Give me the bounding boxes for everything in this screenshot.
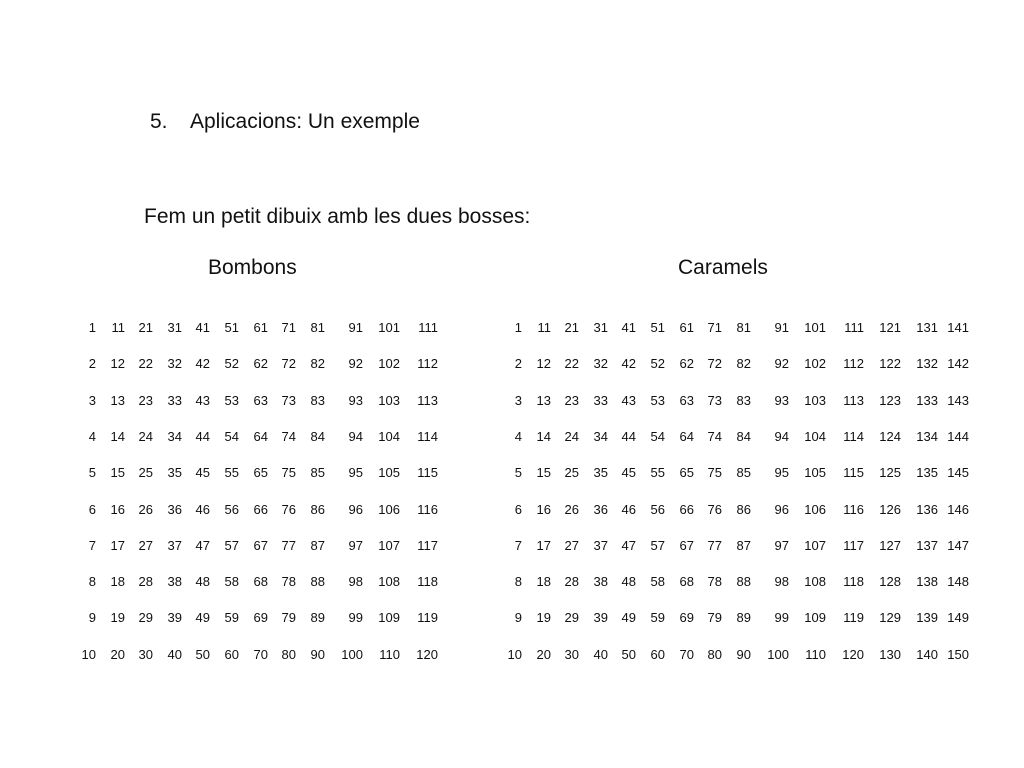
number-cell: 116 <box>417 501 438 517</box>
number-cell: 60 <box>224 646 239 662</box>
number-cell: 53 <box>224 392 239 408</box>
number-cell: 17 <box>536 537 551 553</box>
number-cell: 70 <box>253 646 268 662</box>
number-cell: 34 <box>593 428 608 444</box>
number-cell: 22 <box>564 356 579 372</box>
number-cell: 109 <box>804 610 826 626</box>
number-cell: 37 <box>167 537 182 553</box>
number-cell: 140 <box>916 646 938 662</box>
number-cell: 102 <box>804 356 826 372</box>
number-cell: 37 <box>593 537 608 553</box>
number-cell: 48 <box>621 574 636 590</box>
number-cell: 138 <box>916 574 938 590</box>
number-cell: 87 <box>736 537 751 553</box>
number-cell: 28 <box>138 574 153 590</box>
number-cell: 86 <box>310 501 325 517</box>
number-cell: 4 <box>88 428 96 444</box>
number-cell: 42 <box>195 356 210 372</box>
number-cell: 81 <box>736 320 751 335</box>
number-cell: 58 <box>224 574 239 590</box>
number-cell: 50 <box>621 646 636 662</box>
number-cell: 13 <box>536 392 551 408</box>
heading-number: 5. <box>150 110 168 133</box>
number-cell: 104 <box>804 428 826 444</box>
number-cell: 71 <box>707 320 722 335</box>
number-cell: 26 <box>564 501 579 517</box>
number-cell: 105 <box>378 465 400 481</box>
number-cell: 117 <box>417 537 438 553</box>
number-cell: 115 <box>843 465 864 481</box>
intro-text: Fem un petit dibuix amb les dues bosses: <box>144 205 531 228</box>
number-cell: 80 <box>707 646 722 662</box>
number-cell: 82 <box>736 356 751 372</box>
number-cell: 5 <box>514 465 522 481</box>
number-cell: 79 <box>281 610 296 626</box>
number-cell: 88 <box>310 574 325 590</box>
number-cell: 94 <box>774 428 789 444</box>
number-cell: 62 <box>253 356 268 372</box>
number-cell: 97 <box>348 537 363 553</box>
number-cell: 73 <box>707 392 722 408</box>
number-cell: 43 <box>621 392 636 408</box>
number-cell: 89 <box>310 610 325 626</box>
heading-title: Aplicacions: Un exemple <box>190 110 420 133</box>
number-cell: 90 <box>736 646 751 662</box>
number-cell: 135 <box>916 465 938 481</box>
number-cell: 41 <box>195 320 210 335</box>
number-cell: 130 <box>879 646 901 662</box>
number-cell: 65 <box>679 465 694 481</box>
number-cell: 102 <box>378 356 400 372</box>
number-cell: 108 <box>378 574 400 590</box>
number-cell: 81 <box>310 320 325 335</box>
number-cell: 103 <box>804 392 826 408</box>
number-cell: 23 <box>138 392 153 408</box>
number-cell: 42 <box>621 356 636 372</box>
number-cell: 148 <box>947 574 969 590</box>
number-cell: 73 <box>281 392 296 408</box>
number-cell: 136 <box>916 501 938 517</box>
number-cell: 112 <box>843 356 864 372</box>
number-cell: 107 <box>378 537 400 553</box>
number-cell: 100 <box>767 646 789 662</box>
number-cell: 32 <box>167 356 182 372</box>
number-cell: 111 <box>844 320 864 335</box>
number-cell: 47 <box>621 537 636 553</box>
number-cell: 128 <box>879 574 901 590</box>
number-cell: 26 <box>138 501 153 517</box>
number-cell: 100 <box>341 646 363 662</box>
number-cell: 123 <box>879 392 901 408</box>
number-cell: 129 <box>879 610 901 626</box>
number-cell: 122 <box>879 356 901 372</box>
number-cell: 76 <box>281 501 296 517</box>
number-cell: 78 <box>281 574 296 590</box>
number-cell: 39 <box>593 610 608 626</box>
number-cell: 8 <box>514 574 522 590</box>
number-cell: 72 <box>707 356 722 372</box>
number-cell: 56 <box>224 501 239 517</box>
number-cell: 61 <box>253 320 268 335</box>
number-cell: 78 <box>707 574 722 590</box>
number-cell: 12 <box>110 356 125 372</box>
number-cell: 29 <box>138 610 153 626</box>
number-cell: 61 <box>679 320 694 335</box>
number-cell: 149 <box>947 610 969 626</box>
number-cell: 99 <box>348 610 363 626</box>
number-cell: 10 <box>507 646 522 662</box>
number-cell: 48 <box>195 574 210 590</box>
number-cell: 113 <box>843 392 864 408</box>
number-cell: 46 <box>195 501 210 517</box>
number-cell: 95 <box>774 465 789 481</box>
number-cell: 115 <box>417 465 438 481</box>
number-cell: 83 <box>736 392 751 408</box>
number-cell: 45 <box>621 465 636 481</box>
number-cell: 52 <box>650 356 665 372</box>
number-cell: 11 <box>537 320 551 335</box>
number-cell: 88 <box>736 574 751 590</box>
number-cell: 144 <box>947 428 969 444</box>
number-cell: 94 <box>348 428 363 444</box>
number-cell: 65 <box>253 465 268 481</box>
number-cell: 2 <box>88 356 96 372</box>
number-cell: 41 <box>621 320 636 335</box>
number-cell: 110 <box>805 646 826 662</box>
number-cell: 25 <box>564 465 579 481</box>
number-cell: 67 <box>679 537 694 553</box>
number-cell: 84 <box>310 428 325 444</box>
number-cell: 96 <box>348 501 363 517</box>
number-cell: 121 <box>879 320 901 335</box>
number-cell: 131 <box>916 320 938 335</box>
number-cell: 5 <box>88 465 96 481</box>
number-cell: 69 <box>679 610 694 626</box>
number-cell: 119 <box>843 610 864 626</box>
number-cell: 3 <box>88 392 96 408</box>
number-cell: 79 <box>707 610 722 626</box>
number-cell: 49 <box>621 610 636 626</box>
number-cell: 82 <box>310 356 325 372</box>
number-cell: 24 <box>138 428 153 444</box>
number-cell: 67 <box>253 537 268 553</box>
number-cell: 27 <box>138 537 153 553</box>
number-cell: 18 <box>110 574 125 590</box>
number-cell: 55 <box>650 465 665 481</box>
number-cell: 2 <box>514 356 522 372</box>
number-cell: 117 <box>843 537 864 553</box>
number-cell: 147 <box>947 537 969 553</box>
number-cell: 126 <box>879 501 901 517</box>
number-cell: 22 <box>138 356 153 372</box>
number-cell: 12 <box>536 356 551 372</box>
number-cell: 13 <box>110 392 125 408</box>
number-cell: 77 <box>281 537 296 553</box>
number-cell: 53 <box>650 392 665 408</box>
number-cell: 76 <box>707 501 722 517</box>
number-cell: 101 <box>378 320 400 335</box>
number-cell: 30 <box>138 646 153 662</box>
number-cell: 145 <box>947 465 969 481</box>
number-cell: 112 <box>417 356 438 372</box>
number-cell: 14 <box>536 428 551 444</box>
number-cell: 68 <box>679 574 694 590</box>
number-cell: 92 <box>348 356 363 372</box>
number-cell: 105 <box>804 465 826 481</box>
number-cell: 64 <box>679 428 694 444</box>
number-cell: 35 <box>593 465 608 481</box>
number-cell: 97 <box>774 537 789 553</box>
number-cell: 10 <box>81 646 96 662</box>
caramels-label: Caramels <box>678 256 768 279</box>
number-cell: 17 <box>110 537 125 553</box>
number-cell: 66 <box>253 501 268 517</box>
number-cell: 6 <box>514 501 522 517</box>
number-cell: 124 <box>879 428 901 444</box>
number-cell: 1 <box>514 320 522 335</box>
number-cell: 34 <box>167 428 182 444</box>
number-cell: 91 <box>348 320 363 335</box>
number-cell: 18 <box>536 574 551 590</box>
number-cell: 75 <box>707 465 722 481</box>
number-cell: 92 <box>774 356 789 372</box>
number-cell: 57 <box>650 537 665 553</box>
number-cell: 87 <box>310 537 325 553</box>
number-cell: 110 <box>379 646 400 662</box>
number-cell: 20 <box>110 646 125 662</box>
number-cell: 38 <box>167 574 182 590</box>
number-cell: 32 <box>593 356 608 372</box>
number-cell: 69 <box>253 610 268 626</box>
number-cell: 9 <box>88 610 96 626</box>
number-cell: 40 <box>167 646 182 662</box>
number-cell: 19 <box>536 610 551 626</box>
number-cell: 46 <box>621 501 636 517</box>
number-cell: 85 <box>736 465 751 481</box>
number-cell: 74 <box>281 428 296 444</box>
number-cell: 68 <box>253 574 268 590</box>
number-cell: 19 <box>110 610 125 626</box>
number-cell: 109 <box>378 610 400 626</box>
number-cell: 1 <box>88 320 96 335</box>
number-cell: 30 <box>564 646 579 662</box>
number-cell: 111 <box>418 320 438 335</box>
number-cell: 139 <box>916 610 938 626</box>
number-cell: 23 <box>564 392 579 408</box>
number-cell: 50 <box>195 646 210 662</box>
number-cell: 33 <box>593 392 608 408</box>
number-cell: 98 <box>348 574 363 590</box>
number-cell: 49 <box>195 610 210 626</box>
number-cell: 44 <box>621 428 636 444</box>
number-cell: 95 <box>348 465 363 481</box>
number-cell: 106 <box>378 501 400 517</box>
number-cell: 114 <box>417 428 438 444</box>
number-cell: 71 <box>281 320 296 335</box>
number-cell: 113 <box>417 392 438 408</box>
number-cell: 107 <box>804 537 826 553</box>
number-cell: 20 <box>536 646 551 662</box>
number-cell: 31 <box>593 320 608 335</box>
number-cell: 58 <box>650 574 665 590</box>
number-cell: 4 <box>514 428 522 444</box>
number-cell: 143 <box>947 392 969 408</box>
number-cell: 66 <box>679 501 694 517</box>
number-cell: 77 <box>707 537 722 553</box>
number-cell: 120 <box>842 646 864 662</box>
number-cell: 62 <box>679 356 694 372</box>
number-cell: 54 <box>224 428 239 444</box>
number-cell: 137 <box>916 537 938 553</box>
number-cell: 36 <box>167 501 182 517</box>
number-cell: 72 <box>281 356 296 372</box>
number-cell: 27 <box>564 537 579 553</box>
number-cell: 84 <box>736 428 751 444</box>
number-cell: 35 <box>167 465 182 481</box>
number-cell: 125 <box>879 465 901 481</box>
number-cell: 108 <box>804 574 826 590</box>
number-cell: 55 <box>224 465 239 481</box>
number-cell: 51 <box>650 320 665 335</box>
number-cell: 85 <box>310 465 325 481</box>
number-cell: 6 <box>88 501 96 517</box>
number-cell: 90 <box>310 646 325 662</box>
number-cell: 28 <box>564 574 579 590</box>
number-cell: 83 <box>310 392 325 408</box>
number-cell: 39 <box>167 610 182 626</box>
bombons-label: Bombons <box>208 256 297 279</box>
number-cell: 11 <box>111 320 125 335</box>
number-cell: 40 <box>593 646 608 662</box>
number-cell: 51 <box>224 320 239 335</box>
number-cell: 63 <box>253 392 268 408</box>
number-cell: 70 <box>679 646 694 662</box>
number-cell: 45 <box>195 465 210 481</box>
number-cell: 63 <box>679 392 694 408</box>
number-cell: 64 <box>253 428 268 444</box>
number-cell: 29 <box>564 610 579 626</box>
number-cell: 86 <box>736 501 751 517</box>
number-cell: 24 <box>564 428 579 444</box>
number-cell: 31 <box>167 320 182 335</box>
number-cell: 118 <box>417 574 438 590</box>
number-cell: 3 <box>514 392 522 408</box>
number-cell: 7 <box>88 537 96 553</box>
number-cell: 133 <box>916 392 938 408</box>
number-cell: 118 <box>843 574 864 590</box>
number-cell: 141 <box>947 320 969 335</box>
number-cell: 91 <box>774 320 789 335</box>
number-cell: 104 <box>378 428 400 444</box>
number-cell: 59 <box>224 610 239 626</box>
number-cell: 103 <box>378 392 400 408</box>
number-cell: 96 <box>774 501 789 517</box>
number-cell: 52 <box>224 356 239 372</box>
number-cell: 93 <box>774 392 789 408</box>
number-cell: 75 <box>281 465 296 481</box>
number-cell: 114 <box>843 428 864 444</box>
number-cell: 8 <box>88 574 96 590</box>
number-cell: 15 <box>110 465 125 481</box>
number-cell: 7 <box>514 537 522 553</box>
number-cell: 15 <box>536 465 551 481</box>
number-cell: 21 <box>564 320 579 335</box>
number-cell: 80 <box>281 646 296 662</box>
number-cell: 54 <box>650 428 665 444</box>
number-cell: 59 <box>650 610 665 626</box>
number-cell: 16 <box>110 501 125 517</box>
number-cell: 33 <box>167 392 182 408</box>
number-cell: 101 <box>804 320 826 335</box>
number-cell: 119 <box>417 610 438 626</box>
number-cell: 56 <box>650 501 665 517</box>
number-cell: 98 <box>774 574 789 590</box>
number-cell: 142 <box>947 356 969 372</box>
number-cell: 36 <box>593 501 608 517</box>
number-cell: 16 <box>536 501 551 517</box>
number-cell: 57 <box>224 537 239 553</box>
number-cell: 106 <box>804 501 826 517</box>
number-cell: 60 <box>650 646 665 662</box>
number-cell: 120 <box>416 646 438 662</box>
number-cell: 44 <box>195 428 210 444</box>
number-cell: 14 <box>110 428 125 444</box>
number-cell: 93 <box>348 392 363 408</box>
number-cell: 132 <box>916 356 938 372</box>
number-cell: 74 <box>707 428 722 444</box>
number-cell: 9 <box>514 610 522 626</box>
number-cell: 38 <box>593 574 608 590</box>
number-cell: 146 <box>947 501 969 517</box>
number-cell: 116 <box>843 501 864 517</box>
number-cell: 134 <box>916 428 938 444</box>
number-cell: 150 <box>947 646 969 662</box>
number-cell: 89 <box>736 610 751 626</box>
number-cell: 127 <box>879 537 901 553</box>
number-cell: 47 <box>195 537 210 553</box>
number-cell: 21 <box>138 320 153 335</box>
number-cell: 99 <box>774 610 789 626</box>
number-cell: 43 <box>195 392 210 408</box>
number-cell: 25 <box>138 465 153 481</box>
